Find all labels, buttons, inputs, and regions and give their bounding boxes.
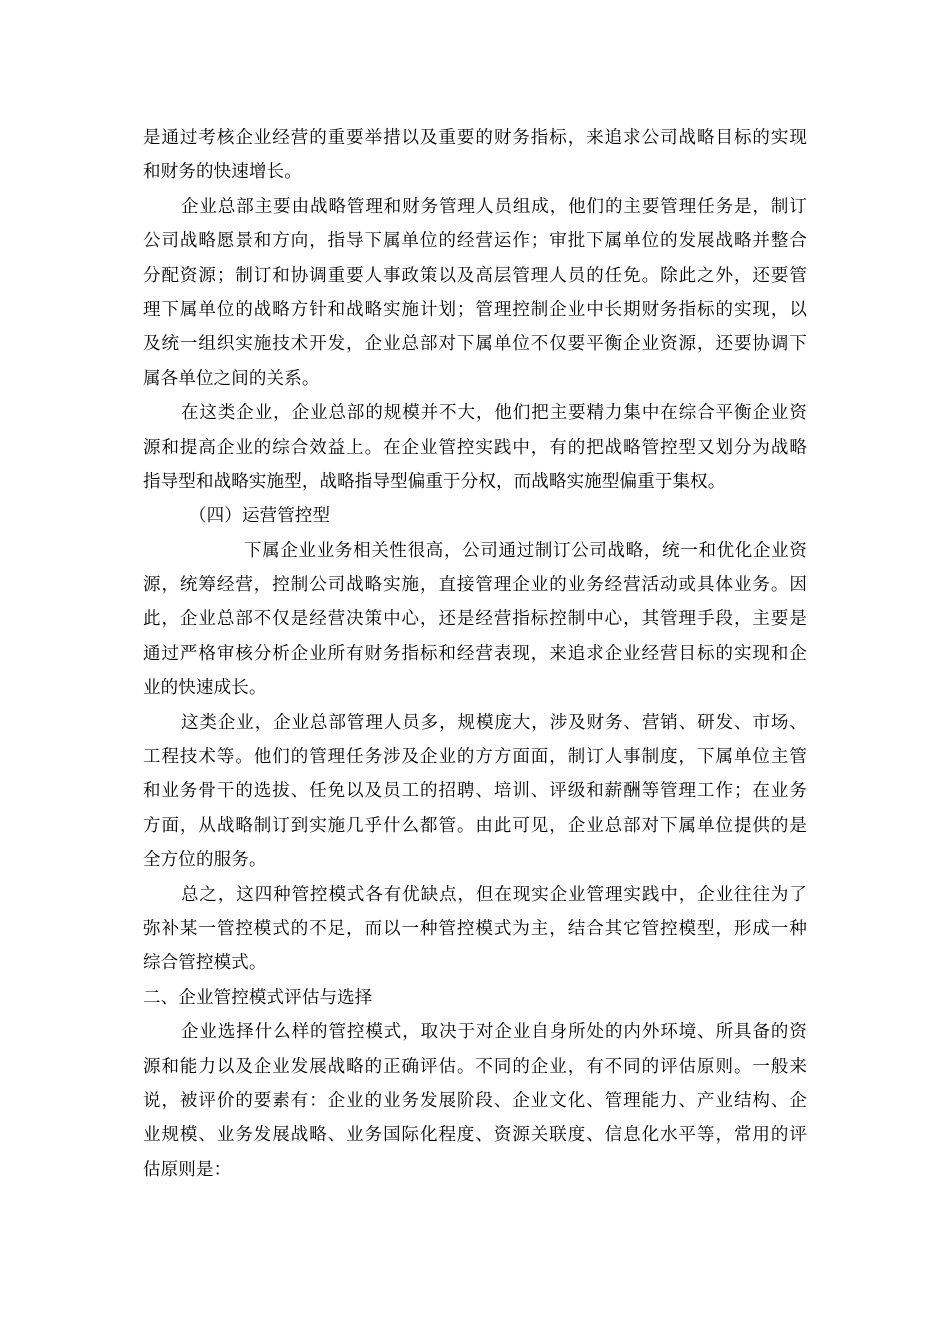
- section-heading: 二、企业管控模式评估与选择: [143, 987, 373, 1008]
- text-line: 通过严格审核分析企业所有财务指标和经营表现，来追求企业经营目标的实现和企: [143, 643, 807, 664]
- text-line: 说，被评价的要素有：企业的业务发展阶段、企业文化、管理能力、产业结构、企: [143, 1090, 807, 1111]
- text-line: 和财务的快速增长。: [143, 162, 302, 183]
- text-line: 估原则是：: [143, 1159, 232, 1180]
- section-heading: （四）运营管控型: [189, 506, 331, 527]
- text-line: 及统一组织实施技术开发，企业总部对下属单位不仅要平衡企业资源，还要协调下: [143, 334, 807, 355]
- text-line: 源和能力以及企业发展战略的正确评估。不同的企业，有不同的评估原则。一般来: [143, 1056, 807, 1077]
- text-line: 公司战略愿景和方向，指导下属单位的经营运作；审批下属单位的发展战略并整合: [143, 231, 807, 252]
- text-line: 全方位的服务。: [143, 850, 267, 871]
- text-line: 下属企业业务相关性很高，公司通过制订公司战略，统一和优化企业资: [244, 540, 807, 561]
- text-line: 和业务骨干的选拔、任免以及员工的招聘、培训、评级和薪酬等管理工作；在业务: [143, 781, 807, 802]
- text-line: 属各单位之间的关系。: [143, 368, 320, 389]
- text-line: 弥补某一管控模式的不足，而以一种管控模式为主，结合其它管控模型，形成一种: [143, 918, 807, 939]
- text-line: 企业选择什么样的管控模式，取决于对企业自身所处的内外环境、所具备的资: [181, 1022, 807, 1043]
- text-line: 业的快速成长。: [143, 678, 267, 699]
- text-line: 在这类企业，企业总部的规模并不大，他们把主要精力集中在综合平衡企业资: [181, 403, 807, 424]
- text-line: 这类企业，企业总部管理人员多，规模庞大，涉及财务、营销、研发、市场、: [181, 712, 807, 733]
- text-line: 工程技术等。他们的管理任务涉及企业的方方面面，制订人事制度，下属单位主管: [143, 747, 807, 768]
- text-line: 源，统筹经营，控制公司战略实施，直接管理企业的业务经营活动或具体业务。因: [143, 575, 807, 596]
- text-line: 是通过考核企业经营的重要举措以及重要的财务指标，来追求公司战略目标的实现: [143, 128, 807, 148]
- text-line: 此，企业总部不仅是经营决策中心，还是经营指标控制中心，其管理手段，主要是: [143, 609, 807, 630]
- text-line: 方面，从战略制订到实施几乎什么都管。由此可见，企业总部对下属单位提供的是: [143, 815, 807, 836]
- text-line: 综合管控模式。: [143, 953, 267, 974]
- text-line: 理下属单位的战略方针和战略实施计划；管理控制企业中长期财务指标的实现，以: [143, 299, 807, 320]
- document-body: [143, 121, 807, 1187]
- text-line: 源和提高企业的综合效益上。在企业管控实践中，有的把战略管控型又划分为战略: [143, 437, 807, 458]
- text-line: 分配资源；制订和协调重要人事政策以及高层管理人员的任免。除此之外，还要管: [143, 265, 807, 286]
- text-line: 业规模、业务发展战略、业务国际化程度、资源关联度、信息化水平等，常用的评: [143, 1125, 807, 1146]
- text-line: 指导型和战略实施型，战略指导型偏重于分权，而战略实施型偏重于集权。: [143, 471, 726, 492]
- text-line: 总之，这四种管控模式各有优缺点，但在现实企业管理实践中，企业往往为了: [181, 884, 807, 905]
- text-line: 企业总部主要由战略管理和财务管理人员组成，他们的主要管理任务是，制订: [181, 196, 807, 217]
